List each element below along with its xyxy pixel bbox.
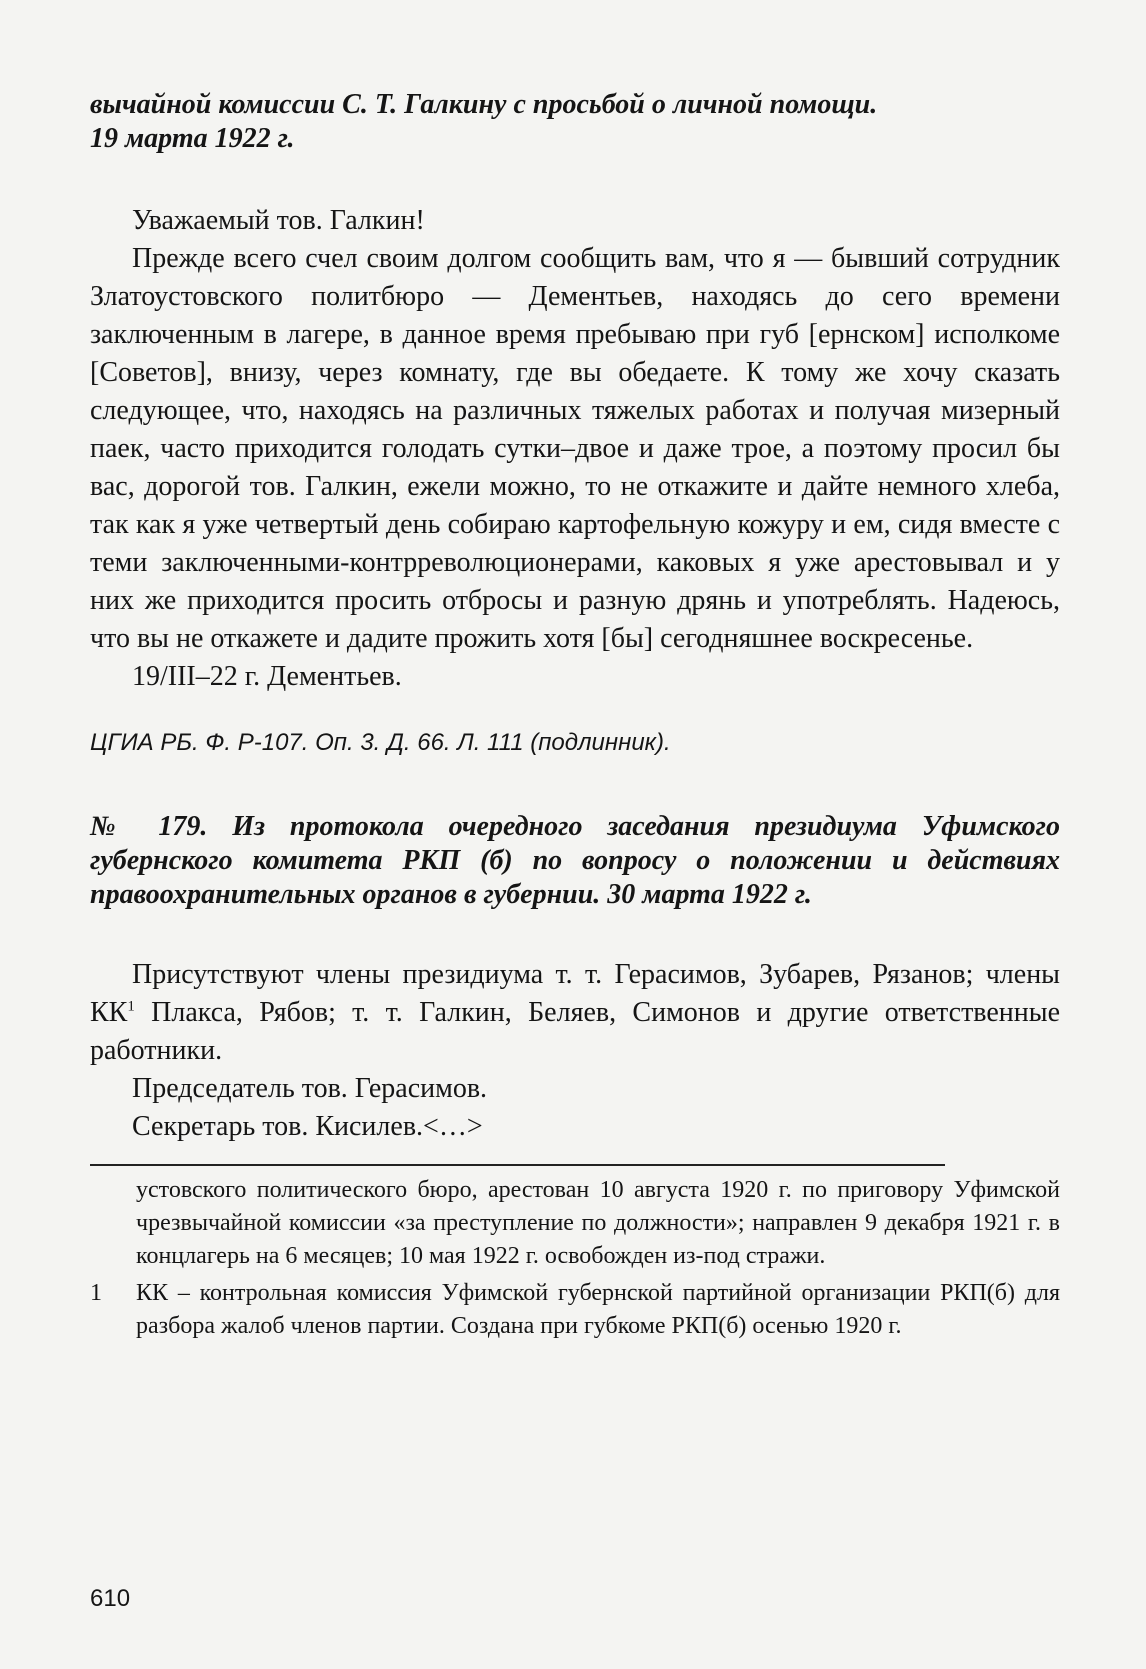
letter-signature: 19/III–22 г. Дементьев. bbox=[132, 661, 402, 692]
footnote-1-text: КК – контрольная комиссия Уфимской губернской партийной организации РКП(б) для разбора жалоб членов партии. Создана при губкоме РКП(б) осенью 1920 г. bbox=[136, 1280, 1060, 1339]
attendees-text-b: Плакса, Рябов; т. т. Галкин, Беляев, Симонов и другие ответственные работники. bbox=[90, 997, 1060, 1066]
page-content bbox=[90, 88, 1060, 1343]
document-heading-continuation bbox=[90, 88, 1060, 156]
footnote-continuation: устовского политического бюро, арестован 10 августа 1920 г. по приговору Уфимской чрезвычайной комиссии «за преступление по должности»; направлен 9 декабря 1921 г. в концлагерь на 6 месяцев; 10 мая 1922 г. освобожден из-под стражи. bbox=[136, 1177, 1060, 1269]
protocol-secretary: Секретарь тов. Кисилев.<…> bbox=[132, 1111, 483, 1142]
footnote-divider bbox=[90, 1164, 945, 1166]
letter-body: Прежде всего счел своим долгом сообщить вам, что я — бывший сотрудник Златоустовского политбюро — Дементьев, находясь до сего времени заключенным в лагере, в данное время пребываю при губ [ернском] исполкоме [Советов], внизу, через комнату, где вы обедаете. К тому же хочу сказать следующее, что, находясь на различных тяжелых работах и получая мизерный паек, часто приходится голодать сутки–двое и даже трое, а поэтому просил бы вас, дорогой тов. Галкин, ежели можно, то не откажите и дайте немного хлеба, так как я уже четвертый день собираю картофельную кожуру и ем, сидя вместе с теми заключенными-контрреволюционерами, каковых я уже арестовывал и у них же приходится просить отбросы и разную дрянь и употреблять. Надеюсь, что вы не откажете и дадите прожить хотя [бы] сегодняшнее воскресенье. bbox=[90, 243, 1060, 654]
document-179-heading: № 179. Из протокола очередного заседания президиума Уфимского губернского комитета РКП (б) по вопросу о положении и действиях правоохранительных органов в губернии. 30 марта 1922 г. bbox=[90, 811, 1060, 910]
heading-line-1: вычайной комиссии С. Т. Галкину с просьбой о личной помощи. bbox=[90, 89, 878, 120]
footnote-ref-1: 1 bbox=[127, 998, 135, 1015]
archive-reference: ЦГИА РБ. Ф. Р-107. Оп. 3. Д. 66. Л. 111 (подлинник). bbox=[90, 729, 671, 756]
protocol-attendees bbox=[90, 956, 1060, 1070]
protocol-chair: Председатель тов. Герасимов. bbox=[132, 1073, 488, 1104]
footnote-1 bbox=[90, 1277, 1060, 1343]
page-number: 610 bbox=[90, 1585, 131, 1612]
attendees-text-a: Присутствуют члены президиума т. т. Герасимов, Зубарев, Рязанов; члены КК bbox=[90, 959, 1060, 1028]
heading-line-2: 19 марта 1922 г. bbox=[90, 123, 295, 154]
footnote-1-number: 1 bbox=[90, 1280, 102, 1306]
letter-greeting: Уважаемый тов. Галкин! bbox=[132, 205, 425, 236]
